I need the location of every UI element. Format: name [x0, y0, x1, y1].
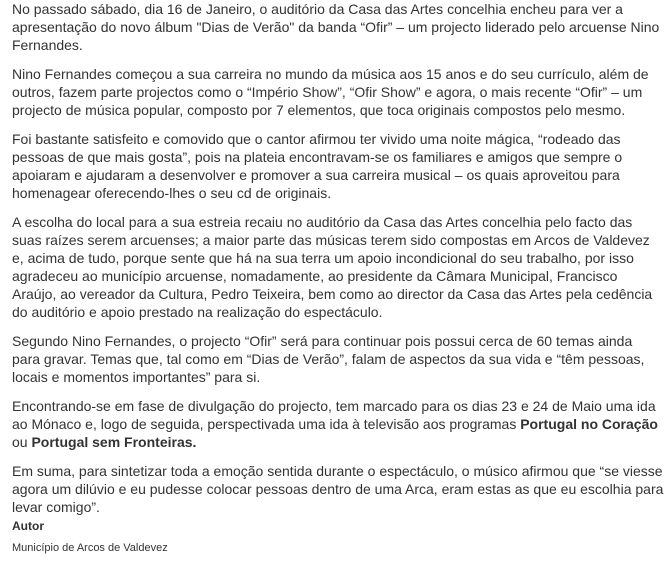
article-paragraph-5: Segundo Nino Fernandes, o projecto “Ofir” será para continuar pois possui cerca de 60 temas ainda para gravar. Temas que, tal como em “Dias de Verão”, falam de aspectos da sua vida e “têm pessoas, locais e momentos importantes” para si.: [12, 333, 645, 385]
author-name: Município de Arcos de Valdevez: [12, 542, 168, 554]
article-paragraph-1: No passado sábado, dia 16 de Janeiro, o auditório da Casa das Artes concelhia encheu para ver a apresentação do novo álbum "Dias de Verão" da banda “Ofir” – um projecto liderado pelo arcuense Nino Fernandes.: [12, 1, 660, 53]
article-paragraph-3: Foi bastante satisfeito e comovido que o cantor afirmou ter vivido uma noite mágica, “rodeado das pessoas de que mais gosta”, pois na plateia encontravam-se os familiares e amigos que sempre o apoiaram e ajudaram a desenvolver e promover a sua carreira musical – os quais aproveitou para homenagear oferecendo-lhes o seu cd de originais.: [12, 131, 623, 201]
article-paragraph-7: Em suma, para sintetizar toda a emoção sentida durante o espectáculo, o músico afirmou que “se viesse agora um dilúvio e eu pudesse colocar pessoas dentro de uma Arca, eram estas as que eu escolhia para levar comigo”.: [12, 463, 664, 515]
article-paragraph-2: Nino Fernandes começou a sua carreira no mundo da música aos 15 anos e do seu currículo, além de outros, fazem parte projectos como o “Império Show”, “Ofir Show” e agora, o mais recente “Ofir” – um projecto de música popular, composto por 7 elementos, que toca originais compostos pelo mesmo.: [12, 66, 649, 118]
author-label: Autor: [12, 519, 44, 533]
article-paragraph-6: [12, 397, 664, 451]
paragraph-6-text-before: Encontrando-se em fase de divulgação do projecto, tem marcado para os dias 23 e 24 de Maio uma ida ao Mónaco e, logo de seguida, perspectivada uma ida à televisão aos programas: [12, 398, 656, 432]
author-block: [12, 518, 652, 556]
program-name-portugal-no-coracao: Portugal no Coração: [520, 416, 658, 432]
article-body: [12, 0, 664, 527]
paragraph-6-text-middle: ou: [12, 434, 32, 450]
program-name-portugal-sem-fronteiras: Portugal sem Fronteiras.: [31, 434, 197, 450]
article-paragraph-4: A escolha do local para a sua estreia recaiu no auditório da Casa das Artes concelhia pelo facto das suas raízes serem arcuenses; a maior parte das músicas terem sido compostas em Arcos de Valdevez e, acima de tudo, porque sente que há na sua terra um apoio incondicional do seu trabalho, por isso agradeceu ao município arcuense, nomadamente, ao presidente da Câmara Municipal, Francisco Araújo, ao vereador da Cultura, Pedro Teixeira, bem como ao director da Casa das Artes pela cedência do auditório e apoio prestado na realização do espectáculo.: [12, 214, 653, 320]
